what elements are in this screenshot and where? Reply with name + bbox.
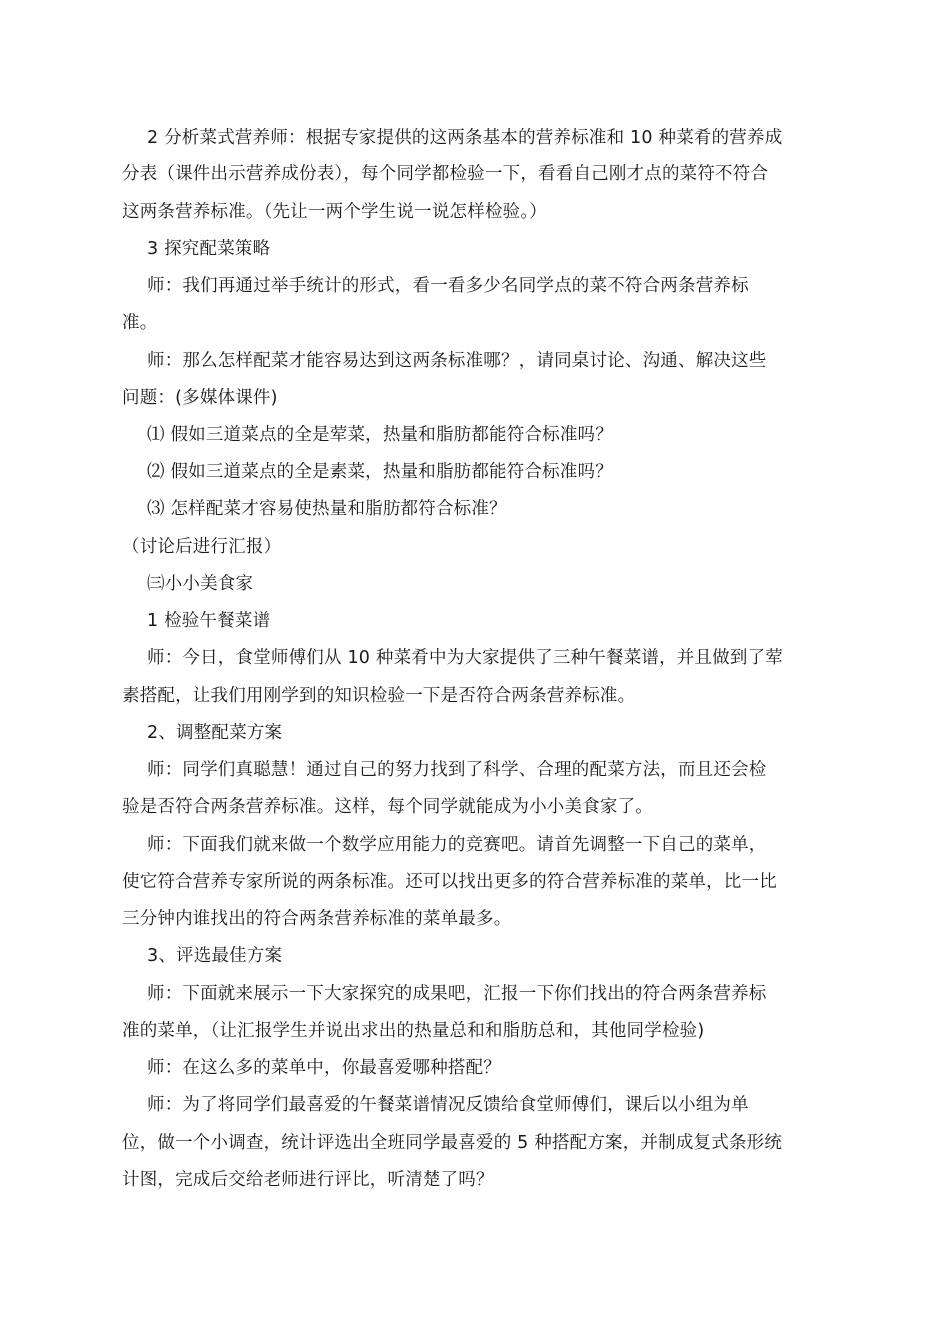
text-line: 师：同学们真聪慧！通过自己的努力找到了科学、合理的配菜方法，而且还会检 — [147, 760, 767, 780]
text-line: 准的菜单，（让汇报学生并说出求出的热量总和和脂肪总和，其他同学检验) — [122, 1021, 705, 1041]
text-line: 三分钟内谁找出的符合两条营养标准的菜单最多。 — [122, 909, 512, 929]
text-line: 师：下面我们就来做一个数学应用能力的竞赛吧。请首先调整一下自己的菜单， — [147, 835, 767, 855]
text-line: 师：我们再通过举手统计的形式，看一看多少名同学点的菜不符合两条营养标 — [147, 276, 749, 296]
text-line: ⑴ 假如三道菜点的全是荤菜，热量和脂肪都能符合标准吗？ — [147, 425, 613, 445]
text-line: 师：在这么多的菜单中，你最喜爱哪种搭配？ — [147, 1058, 501, 1078]
text-line: 验是否符合两条营养标准。这样，每个同学就能成为小小美食家了。 — [122, 797, 653, 817]
text-line: ⑵ 假如三道菜点的全是素菜，热量和脂肪都能符合标准吗？ — [147, 462, 613, 482]
text-line: 素搭配，让我们用刚学到的知识检验一下是否符合两条营养标准。 — [122, 686, 636, 706]
text-line: 位，做一个小调查，统计评选出全班同学最喜爱的 5 种搭配方案，并制成复式条形统 — [122, 1133, 783, 1153]
text-line: ⑶ 怎样配菜才容易使热量和脂肪都符合标准？ — [147, 499, 507, 519]
text-line: 师：下面就来展示一下大家探究的成果吧，汇报一下你们找出的符合两条营养标 — [147, 984, 767, 1004]
text-line: 2、调整配菜方案 — [147, 723, 283, 743]
text-line: （讨论后进行汇报） — [122, 537, 282, 557]
text-line: 问题：(多媒体课件) — [122, 388, 278, 408]
text-line: 师：为了将同学们最喜爱的午餐菜谱情况反馈给食堂师傅们，课后以小组为单 — [147, 1095, 749, 1115]
text-line: 1 检验午餐菜谱 — [147, 611, 271, 631]
text-line: 2 分析菜式营养师：根据专家提供的这两条基本的营养标准和 10 种菜肴的营养成 — [147, 128, 783, 148]
section-heading: ㈢小小美食家 — [147, 574, 254, 594]
text-line: 3 探究配菜策略 — [147, 239, 271, 259]
text-line: 分表（课件出示营养成份表），每个同学都检验一下，看看自己刚才点的菜符不符合 — [122, 164, 769, 184]
text-line: 师：今日，食堂师傅们从 10 种菜肴中为大家提供了三种午餐菜谱，并且做到了荤 — [147, 648, 783, 668]
text-line: 计图，完成后交给老师进行评比，听清楚了吗？ — [122, 1170, 494, 1190]
text-line: 准。 — [122, 313, 158, 333]
text-line: 3、评选最佳方案 — [147, 946, 283, 966]
text-line: 这两条营养标准。（先让一两个学生说一说怎样检验。） — [122, 202, 547, 222]
text-line: 师：那么怎样配菜才能容易达到这两条标准哪？，请同桌讨论、沟通、解决这些 — [147, 351, 767, 371]
text-line: 使它符合营养专家所说的两条标准。还可以找出更多的符合营养标准的菜单，比一比 — [122, 872, 777, 892]
